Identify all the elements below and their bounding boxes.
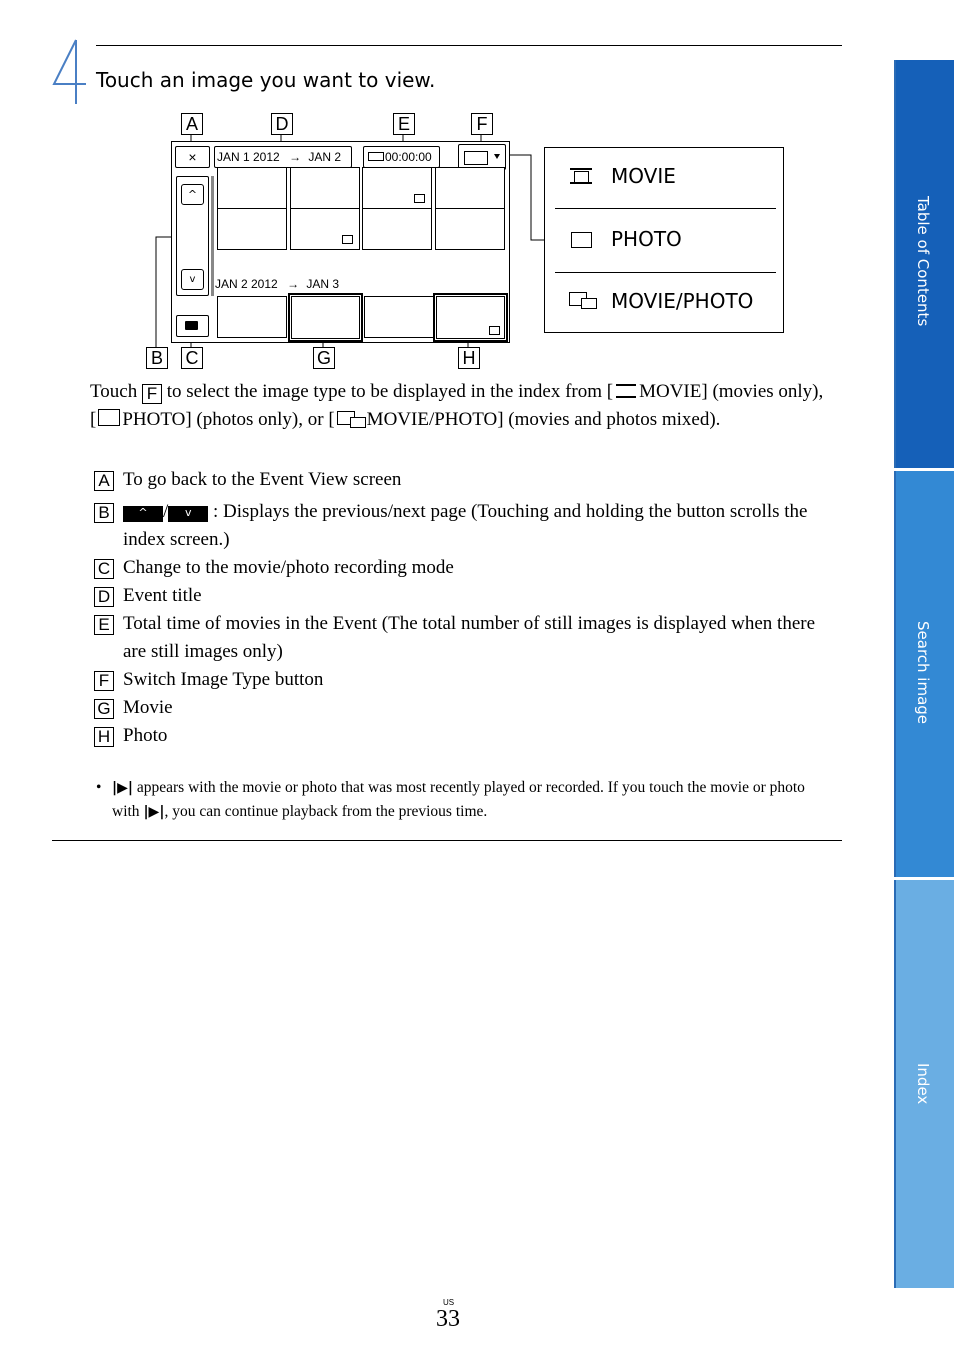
item-key: F bbox=[94, 671, 114, 691]
list-item: H Photo bbox=[94, 722, 839, 750]
item-key: D bbox=[94, 587, 114, 607]
thumbnail[interactable] bbox=[217, 167, 287, 209]
dropdown-arrow-icon bbox=[494, 154, 500, 159]
movie-thumbnail[interactable] bbox=[288, 293, 363, 342]
movie-photo-icon bbox=[569, 292, 595, 308]
movie-photo-icon bbox=[464, 151, 488, 165]
thumbnail[interactable] bbox=[217, 296, 287, 338]
movie-photo-icon bbox=[337, 411, 365, 427]
thumbnail[interactable] bbox=[362, 208, 432, 250]
scroll-panel bbox=[176, 176, 209, 296]
note: • |▶| appears with the movie or photo that was most recently played or recorded. If you touch the movie or photo with |▶|, you can continue playback from the previous time. bbox=[96, 776, 826, 824]
resume-icon: |▶| bbox=[143, 804, 165, 820]
photo-icon bbox=[414, 194, 425, 203]
list-item: F Switch Image Type button bbox=[94, 666, 839, 694]
close-icon: × bbox=[188, 149, 197, 165]
item-key: A bbox=[94, 471, 114, 491]
callout-h: H bbox=[458, 347, 480, 369]
step-title: Touch an image you want to view. bbox=[96, 68, 436, 92]
page-number: 33 bbox=[436, 1306, 460, 1332]
item-key: H bbox=[94, 727, 114, 747]
resume-icon: |▶| bbox=[112, 780, 133, 796]
item-key: E bbox=[94, 615, 114, 635]
camcorder-icon bbox=[185, 321, 198, 330]
thumbnail[interactable] bbox=[364, 296, 434, 338]
item-key: C bbox=[94, 559, 114, 579]
page-down-button[interactable]: v bbox=[181, 269, 204, 290]
list-item: G Movie bbox=[94, 694, 839, 722]
callout-g: G bbox=[313, 347, 335, 369]
event-title: JAN 1 2012 → JAN 2 bbox=[214, 146, 352, 168]
list-item: C Change to the movie/photo recording mode bbox=[94, 554, 839, 582]
photo-icon bbox=[342, 235, 353, 244]
thumbnail[interactable] bbox=[435, 167, 505, 209]
thumbnail[interactable] bbox=[290, 208, 360, 250]
film-icon bbox=[368, 152, 384, 161]
callout-b: B bbox=[146, 347, 168, 369]
intro-paragraph: Touch F to select the image type to be displayed in the index from [ MOVIE] (movies only), [ PHOTO] (photos only), or [ MOVIE/PHOTO] (movies and photos mixed). bbox=[90, 381, 824, 430]
page-up-icon: ^ bbox=[123, 506, 163, 522]
thumbnail[interactable] bbox=[217, 208, 287, 250]
thumbnail[interactable] bbox=[435, 208, 505, 250]
photo-icon bbox=[98, 409, 120, 426]
list-item: D Event title bbox=[94, 582, 839, 610]
menu-item-movie[interactable]: MOVIE bbox=[611, 164, 676, 188]
thumbnail[interactable] bbox=[362, 167, 432, 209]
inline-callout-f: F bbox=[142, 384, 162, 404]
page-up-button[interactable]: ^ bbox=[181, 184, 204, 205]
scrollbar[interactable] bbox=[211, 176, 214, 296]
list-item: A To go back to the Event View screen bbox=[94, 466, 839, 494]
total-time: 00:00:00 bbox=[363, 146, 440, 168]
tab-table-of-contents[interactable]: Table of Contents bbox=[894, 60, 954, 468]
item-key: G bbox=[94, 699, 114, 719]
menu-divider bbox=[555, 208, 776, 209]
item-key: B bbox=[94, 503, 114, 523]
callout-e: E bbox=[393, 113, 415, 135]
list-item: B ^ / v : Displays the previous/next page (Touching and holding the button scrolls the index screen.) bbox=[94, 498, 839, 554]
photo-icon bbox=[489, 326, 500, 335]
menu-item-movie-photo[interactable]: MOVIE/PHOTO bbox=[611, 289, 754, 313]
menu-divider bbox=[555, 272, 776, 273]
event-title-2: JAN 2 2012 → JAN 3 bbox=[215, 277, 340, 291]
bullet: • bbox=[96, 779, 102, 796]
menu-item-photo[interactable]: PHOTO bbox=[611, 227, 682, 251]
thumbnail[interactable] bbox=[290, 167, 360, 209]
photo-icon bbox=[571, 232, 592, 248]
list-item: E Total time of movies in the Event (The total number of still images is displayed when there are still images only) bbox=[94, 610, 839, 666]
index-screen bbox=[171, 141, 510, 343]
film-icon bbox=[616, 384, 636, 398]
image-type-menu bbox=[544, 147, 784, 333]
tab-index[interactable]: Index bbox=[894, 880, 954, 1288]
film-icon bbox=[570, 168, 592, 184]
record-mode-button[interactable] bbox=[176, 315, 209, 337]
page-region: US bbox=[443, 1298, 455, 1307]
page-down-icon: v bbox=[168, 506, 208, 522]
tab-search-image[interactable]: Search image bbox=[894, 471, 954, 877]
bottom-rule bbox=[52, 840, 842, 841]
callout-c: C bbox=[181, 347, 203, 369]
callout-a: A bbox=[181, 113, 203, 135]
photo-thumbnail[interactable] bbox=[433, 293, 508, 342]
legend-list bbox=[94, 466, 839, 750]
close-button[interactable] bbox=[175, 146, 210, 168]
callout-d: D bbox=[271, 113, 293, 135]
callout-f: F bbox=[471, 113, 493, 135]
